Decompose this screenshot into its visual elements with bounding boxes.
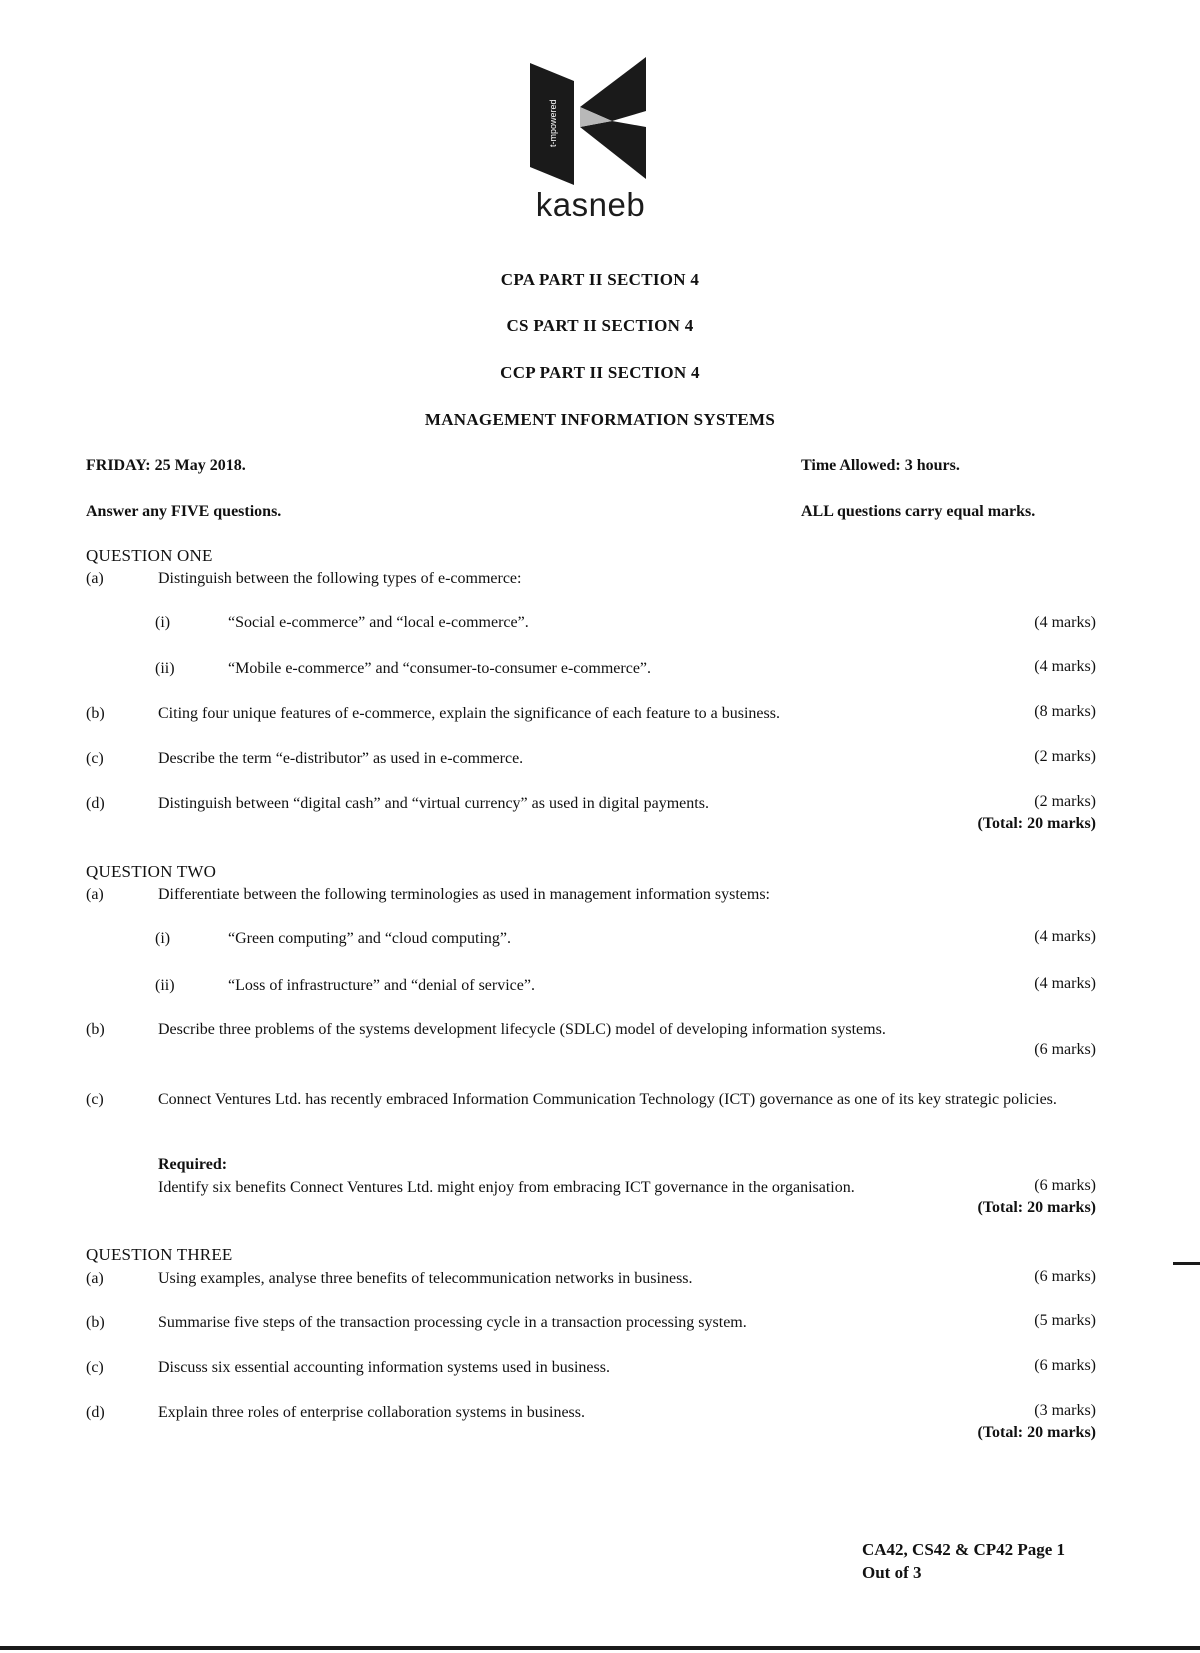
footer-page-code: CA42, CS42 & CP42 Page 1	[862, 1540, 1066, 1559]
q1-a-i-text: “Social e-commerce” and “local e-commerce”.	[228, 614, 529, 631]
q1-a-ii-text: “Mobile e-commerce” and “consumer-to-consumer e-commerce”.	[228, 660, 652, 677]
q1-b-text: Citing four unique features of e-commerce, explain the significance of each feature to a business.	[158, 705, 780, 722]
kasneb-logo	[528, 55, 653, 185]
logo-tagline: t-mpowered	[548, 99, 558, 147]
q3-d-marks: (3 marks)	[1034, 1402, 1096, 1419]
q2-a-i-text: “Green computing” and “cloud computing”.	[228, 930, 512, 947]
bottom-rule	[0, 1646, 1200, 1650]
q2-b-marks: (6 marks)	[1034, 1041, 1096, 1058]
q3-total: (Total: 20 marks)	[977, 1424, 1096, 1441]
q1-a-label: (a)	[86, 570, 104, 587]
header-line-2: CS PART II SECTION 4	[506, 316, 694, 335]
q1-a-i-label: (i)	[155, 614, 171, 631]
q1-d-marks: (2 marks)	[1034, 793, 1096, 810]
q2-a-ii-text: “Loss of infrastructure” and “denial of service”.	[228, 977, 535, 994]
q1-d-text: Distinguish between “digital cash” and “virtual currency” as used in digital payments.	[158, 795, 709, 812]
q1-c-text: Describe the term “e-distributor” as used in e-commerce.	[158, 750, 524, 767]
q3-c-text: Discuss six essential accounting information systems used in business.	[158, 1359, 610, 1376]
q3-b-text: Summarise five steps of the transaction processing cycle in a transaction processing system.	[158, 1314, 747, 1331]
q3-c-label: (c)	[86, 1359, 104, 1376]
q1-a-text: Distinguish between the following types of e-commerce:	[158, 570, 522, 587]
q2-a-label: (a)	[86, 886, 104, 903]
q1-a-i-marks: (4 marks)	[1034, 614, 1096, 631]
q1-b-label: (b)	[86, 705, 105, 722]
margin-mark	[1173, 1262, 1200, 1265]
q2-a-i-marks: (4 marks)	[1034, 928, 1096, 945]
question-three-title: QUESTION THREE	[86, 1245, 233, 1264]
question-two-title: QUESTION TWO	[86, 862, 217, 881]
q1-b-marks: (8 marks)	[1034, 703, 1096, 720]
q3-a-text: Using examples, analyse three benefits of telecommunication networks in business.	[158, 1270, 693, 1287]
q2-a-text: Differentiate between the following terminologies as used in management information systems:	[158, 886, 770, 903]
q2-b-text: Describe three problems of the systems development lifecycle (SDLC) model of developing information systems.	[158, 1021, 886, 1038]
q2-required-label: Required:	[158, 1156, 228, 1173]
q1-a-ii-marks: (4 marks)	[1034, 658, 1096, 675]
q2-a-i-label: (i)	[155, 930, 171, 947]
q2-required-text: Identify six benefits Connect Ventures Ltd. might enjoy from embracing ICT governance in the organisation.	[158, 1179, 855, 1196]
q1-d-label: (d)	[86, 795, 105, 812]
q1-total: (Total: 20 marks)	[977, 815, 1096, 832]
q3-a-label: (a)	[86, 1270, 104, 1287]
q2-a-ii-marks: (4 marks)	[1034, 975, 1096, 992]
page-footer	[862, 1538, 1065, 1584]
q1-c-label: (c)	[86, 750, 104, 767]
q3-d-text: Explain three roles of enterprise collaboration systems in business.	[158, 1404, 586, 1421]
q3-d-label: (d)	[86, 1404, 105, 1421]
q3-b-label: (b)	[86, 1314, 105, 1331]
q2-required-marks: (6 marks)	[1034, 1177, 1096, 1194]
header-line-3: CCP PART II SECTION 4	[500, 363, 700, 382]
q2-a-ii-label: (ii)	[155, 977, 175, 994]
brand-wordmark: kasneb	[535, 186, 646, 223]
q3-a-marks: (6 marks)	[1034, 1268, 1096, 1285]
q2-total: (Total: 20 marks)	[977, 1199, 1096, 1216]
q2-b-label: (b)	[86, 1021, 105, 1038]
header-line-1: CPA PART II SECTION 4	[500, 270, 700, 289]
exam-date: FRIDAY: 25 May 2018.	[86, 457, 246, 474]
q2-c-label: (c)	[86, 1091, 104, 1108]
question-one-title: QUESTION ONE	[86, 546, 213, 565]
q1-c-marks: (2 marks)	[1034, 748, 1096, 765]
q3-b-marks: (5 marks)	[1034, 1312, 1096, 1329]
instruction: Answer any FIVE questions.	[86, 503, 282, 520]
footer-page-count: Out of 3	[862, 1563, 922, 1582]
time-allowed: Time Allowed: 3 hours.	[801, 457, 960, 474]
marks-note: ALL questions carry equal marks.	[801, 503, 1036, 520]
q2-c-text: Connect Ventures Ltd. has recently embraced Information Communication Technology (ICT) governance as one of its key strategic policies.	[158, 1091, 1057, 1108]
q3-c-marks: (6 marks)	[1034, 1357, 1096, 1374]
q1-a-ii-label: (ii)	[155, 660, 175, 677]
subject-title: MANAGEMENT INFORMATION SYSTEMS	[424, 410, 776, 429]
